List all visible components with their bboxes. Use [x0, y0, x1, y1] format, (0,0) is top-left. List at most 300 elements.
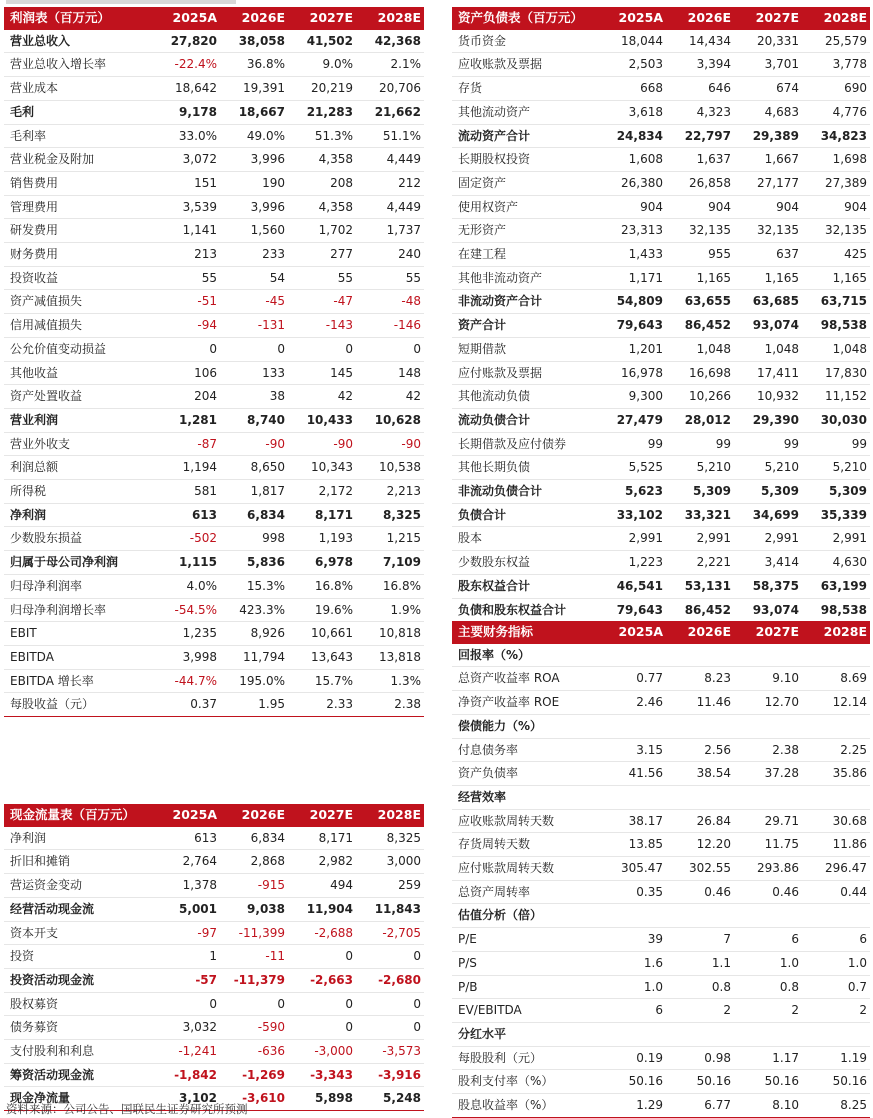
value-cell: 145 [330, 365, 353, 380]
value-cell: -2,705 [382, 925, 421, 940]
table-row [452, 124, 870, 148]
value-cell: 0.19 [636, 1050, 663, 1065]
value-cell: 36.8% [246, 57, 285, 72]
value-cell: 423.3% [239, 602, 285, 617]
table-header-row [452, 7, 870, 30]
table-row [4, 827, 424, 850]
value-cell: 99 [647, 436, 663, 451]
table-row [452, 1094, 870, 1118]
value-cell: 3,072 [182, 152, 217, 167]
table-row [4, 945, 424, 969]
section-row [452, 1022, 870, 1046]
row-label: 存货 [458, 81, 483, 96]
table-row [4, 53, 424, 77]
value-cell: 23,313 [621, 223, 663, 238]
section-row [452, 904, 870, 928]
value-cell: -11,379 [233, 972, 285, 987]
value-cell: 26.84 [696, 813, 731, 828]
value-cell: 904 [776, 199, 799, 214]
table-row [4, 992, 424, 1016]
table-row [4, 148, 424, 172]
value-cell: 3.15 [636, 742, 663, 757]
value-cell [666, 785, 734, 809]
value-cell: 613 [194, 830, 217, 845]
value-cell: 6 [859, 932, 867, 947]
table-row [452, 385, 870, 409]
row-label: 资产合计 [458, 318, 507, 333]
row-label: P/B [458, 979, 478, 994]
value-cell: 11.86 [832, 837, 867, 852]
value-cell: 39 [647, 932, 663, 947]
value-cell: 1.19 [840, 1050, 867, 1065]
value-cell: 50.16 [832, 1074, 867, 1089]
value-cell: 38,058 [238, 33, 285, 48]
value-cell: 151 [194, 175, 217, 190]
table-title: 利润表（百万元） [4, 7, 152, 30]
value-cell: 8,171 [318, 830, 353, 845]
value-cell: 6,978 [315, 555, 353, 570]
value-cell: 98,538 [820, 318, 867, 333]
value-cell: 10,661 [311, 626, 353, 641]
value-cell: 11.46 [696, 695, 731, 710]
row-label: 其他非流动资产 [458, 270, 543, 285]
value-cell: -45 [265, 294, 285, 309]
value-cell: 27,177 [757, 175, 799, 190]
value-cell: 1,215 [386, 531, 421, 546]
value-cell: 0 [413, 949, 421, 964]
value-cell: 29,389 [752, 128, 799, 143]
table-row [452, 456, 870, 480]
value-cell: 3,778 [832, 57, 867, 72]
value-cell: -47 [333, 294, 353, 309]
value-cell: 14,434 [689, 33, 731, 48]
table-row [452, 100, 870, 124]
table-row [452, 480, 870, 504]
value-cell [802, 644, 870, 667]
year-header: 2025A [598, 621, 666, 644]
value-cell: 1,702 [318, 223, 353, 238]
value-cell [734, 785, 802, 809]
value-cell: 1,165 [832, 270, 867, 285]
row-label: 在建工程 [458, 247, 507, 262]
table-row [452, 408, 870, 432]
row-label: 非流动资产合计 [458, 294, 543, 309]
value-cell: 1,281 [179, 412, 217, 427]
row-label: 负债合计 [458, 507, 507, 522]
value-cell: 3,701 [764, 57, 799, 72]
row-label: 现金净流量 [10, 1091, 71, 1106]
value-cell: 79,643 [616, 318, 663, 333]
value-cell: 4,323 [696, 104, 731, 119]
value-cell [666, 644, 734, 667]
row-label: 折旧和摊销 [10, 854, 71, 869]
row-label: 非流动负债合计 [458, 484, 543, 499]
value-cell: 106 [194, 365, 217, 380]
value-cell: 33,102 [616, 507, 663, 522]
value-cell [666, 1022, 734, 1046]
row-label: 经营活动现金流 [10, 901, 95, 916]
value-cell: 15.7% [314, 673, 353, 688]
value-cell: 10,538 [379, 460, 421, 475]
value-cell: 5,210 [696, 460, 731, 475]
value-cell: 5,309 [829, 484, 867, 499]
section-row [452, 644, 870, 667]
value-cell: 16.8% [314, 578, 353, 593]
value-cell: 35.86 [832, 766, 867, 781]
year-header: 2025A [152, 7, 220, 30]
row-label: 股利支付率（%） [458, 1074, 554, 1089]
year-header: 2028E [802, 7, 870, 30]
value-cell: 10,628 [374, 412, 421, 427]
value-cell: 53,131 [684, 578, 731, 593]
value-cell: 16,978 [621, 365, 663, 380]
row-label: 每股收益（元） [10, 697, 95, 712]
value-cell: 38.17 [628, 813, 663, 828]
value-cell: 32,135 [757, 223, 799, 238]
value-cell: 13.85 [628, 837, 663, 852]
value-cell: 8,740 [247, 412, 285, 427]
value-cell: 2,982 [318, 854, 353, 869]
value-cell: 10,343 [311, 460, 353, 475]
year-header: 2028E [356, 7, 424, 30]
row-label: EBITDA 增长率 [10, 673, 94, 688]
table-row [452, 975, 870, 999]
value-cell: 10,932 [757, 389, 799, 404]
value-cell: 3,618 [628, 104, 663, 119]
table-row [4, 195, 424, 219]
value-cell: 0 [345, 949, 353, 964]
value-cell: 1.9% [390, 602, 421, 617]
cashflow-statement-table [4, 804, 424, 1111]
year-header: 2026E [220, 7, 288, 30]
value-cell: 33,321 [684, 507, 731, 522]
row-label: 销售费用 [10, 175, 59, 190]
value-cell: 0 [345, 996, 353, 1011]
value-cell: 10,433 [306, 412, 353, 427]
value-cell: 27,479 [616, 412, 663, 427]
value-cell: 55 [201, 270, 217, 285]
value-cell: 7,109 [383, 555, 421, 570]
section-row [452, 714, 870, 738]
table-row [452, 266, 870, 290]
year-header: 2027E [288, 804, 356, 827]
value-cell: 42 [337, 389, 353, 404]
value-cell: 0.98 [704, 1050, 731, 1065]
table-row [452, 762, 870, 786]
value-cell: 240 [398, 247, 421, 262]
value-cell: 11,843 [374, 901, 421, 916]
section-label: 分红水平 [458, 1026, 507, 1041]
value-cell: -90 [333, 436, 353, 451]
income-statement-table [4, 7, 424, 717]
table-row [452, 314, 870, 338]
table-row [4, 100, 424, 124]
table-row [4, 77, 424, 101]
row-label: 投资收益 [10, 270, 59, 285]
table-row [4, 385, 424, 409]
value-cell: -90 [401, 436, 421, 451]
value-cell: -146 [393, 318, 421, 333]
table-row [4, 337, 424, 361]
row-label: EV/EBITDA [458, 1003, 522, 1018]
table-row [452, 337, 870, 361]
table-row [452, 1070, 870, 1094]
value-cell: -502 [189, 531, 217, 546]
row-label: 管理费用 [10, 199, 59, 214]
value-cell: 4.0% [186, 578, 217, 593]
row-label: 营业税金及附加 [10, 152, 95, 167]
value-cell: 26,380 [621, 175, 663, 190]
value-cell: 11,152 [825, 389, 867, 404]
value-cell: 1.95 [258, 697, 285, 712]
value-cell: -636 [257, 1044, 285, 1059]
value-cell: -131 [257, 318, 285, 333]
value-cell: 32,135 [825, 223, 867, 238]
source-note: 资料来源：公司公告、国联民生证券研究所预测 [6, 1102, 248, 1116]
table-row [4, 1040, 424, 1064]
table-row [452, 219, 870, 243]
table-header-row [452, 621, 870, 644]
value-cell: 25,579 [825, 33, 867, 48]
value-cell: -1,269 [242, 1067, 285, 1082]
value-cell: 3,000 [386, 854, 421, 869]
value-cell: 0.8 [779, 979, 799, 994]
value-cell: -57 [195, 972, 217, 987]
value-cell: 5,001 [179, 901, 217, 916]
value-cell: -3,573 [382, 1044, 421, 1059]
table-row [452, 53, 870, 77]
value-cell: 1,171 [628, 270, 663, 285]
value-cell: 63,655 [684, 294, 731, 309]
value-cell: 63,199 [820, 578, 867, 593]
row-label: 应收账款周转天数 [458, 813, 555, 828]
value-cell: -143 [325, 318, 353, 333]
value-cell: -48 [401, 294, 421, 309]
table-row [452, 598, 870, 622]
value-cell: 24,834 [616, 128, 663, 143]
row-label: 利润总额 [10, 460, 59, 475]
value-cell: 293.86 [757, 861, 799, 876]
value-cell: 93,074 [752, 318, 799, 333]
value-cell: 21,662 [374, 104, 421, 119]
value-cell: 4,449 [386, 152, 421, 167]
table-title: 主要财务指标 [452, 621, 598, 644]
value-cell: 2 [723, 1003, 731, 1018]
row-label: P/E [458, 932, 477, 947]
value-cell: 41.56 [628, 766, 663, 781]
value-cell: 51.1% [382, 128, 421, 143]
table-row [4, 874, 424, 898]
year-header: 2027E [288, 7, 356, 30]
value-cell: 12.20 [696, 837, 731, 852]
value-cell: 1,698 [832, 152, 867, 167]
value-cell: 0 [413, 1020, 421, 1035]
value-cell: 41,502 [306, 33, 353, 48]
value-cell: 1,608 [628, 152, 663, 167]
table-row [4, 669, 424, 693]
value-cell: 55 [405, 270, 421, 285]
table-row [4, 645, 424, 669]
row-label: P/S [458, 955, 477, 970]
value-cell: 20,219 [311, 81, 353, 96]
value-cell: 3,032 [182, 1020, 217, 1035]
value-cell: 8.69 [840, 671, 867, 686]
table-row [4, 503, 424, 527]
table-row [4, 290, 424, 314]
row-label: 应付账款及票据 [458, 365, 543, 380]
value-cell: 1.0 [779, 955, 799, 970]
table-row [4, 527, 424, 551]
table-row [452, 738, 870, 762]
value-cell: 8,171 [315, 507, 353, 522]
value-cell: 904 [640, 199, 663, 214]
value-cell: 18,667 [238, 104, 285, 119]
value-cell: 668 [640, 81, 663, 96]
row-label: 其他流动负债 [458, 389, 531, 404]
value-cell: 37.28 [764, 766, 799, 781]
row-label: EBIT [10, 626, 37, 641]
row-label: 固定资产 [458, 175, 507, 190]
value-cell: 2,991 [832, 531, 867, 546]
value-cell: 34,823 [820, 128, 867, 143]
value-cell: 277 [330, 247, 353, 262]
value-cell: 98,538 [820, 602, 867, 617]
value-cell: 2.38 [772, 742, 799, 757]
table-row [4, 598, 424, 622]
value-cell: 1,223 [628, 555, 663, 570]
table-row [452, 30, 870, 53]
value-cell: 998 [262, 531, 285, 546]
value-cell: 2,868 [250, 854, 285, 869]
year-header: 2028E [802, 621, 870, 644]
value-cell: -2,663 [310, 972, 353, 987]
value-cell: 1.6 [643, 955, 663, 970]
value-cell [734, 1022, 802, 1046]
table-row [4, 1063, 424, 1087]
value-cell: 2 [859, 1003, 867, 1018]
row-label: 净利润 [10, 507, 47, 522]
row-label: 总资产周转率 [458, 884, 531, 899]
row-label: 财务费用 [10, 247, 59, 262]
row-label: 营业总收入 [10, 33, 71, 48]
value-cell: 1 [209, 949, 217, 964]
table-row [452, 857, 870, 881]
table-row [452, 667, 870, 691]
value-cell: 30.68 [832, 813, 867, 828]
value-cell: 0 [209, 996, 217, 1011]
value-cell: 5,623 [625, 484, 663, 499]
value-cell: 1,048 [696, 341, 731, 356]
row-label: 营业利润 [10, 412, 59, 427]
value-cell [734, 714, 802, 738]
value-cell: 38.54 [696, 766, 731, 781]
value-cell: -11 [265, 949, 285, 964]
value-cell: 50.16 [764, 1074, 799, 1089]
value-cell: -44.7% [174, 673, 217, 688]
section-label: 偿债能力（%） [458, 718, 543, 733]
value-cell: 4,630 [832, 555, 867, 570]
value-cell: 0 [345, 341, 353, 356]
value-cell: 34,699 [752, 507, 799, 522]
value-cell: 86,452 [684, 318, 731, 333]
row-label: 归母净利润增长率 [10, 602, 107, 617]
value-cell: 955 [708, 247, 731, 262]
cropped-caption-edge [6, 0, 236, 4]
value-cell: 19,391 [243, 81, 285, 96]
value-cell: 5,210 [832, 460, 867, 475]
value-cell: 1,817 [250, 484, 285, 499]
table-row [4, 432, 424, 456]
value-cell [598, 1022, 666, 1046]
row-label: 使用权资产 [458, 199, 519, 214]
value-cell: 190 [262, 175, 285, 190]
row-label: 流动资产合计 [458, 128, 531, 143]
value-cell [598, 785, 666, 809]
row-label: 公允价值变动损益 [10, 341, 107, 356]
value-cell: 1,115 [179, 555, 217, 570]
value-cell: 904 [708, 199, 731, 214]
table-row [4, 693, 424, 717]
value-cell: 1,165 [764, 270, 799, 285]
section-row [452, 785, 870, 809]
row-label: 营业成本 [10, 81, 59, 96]
row-label: 营业总收入增长率 [10, 57, 107, 72]
value-cell: 1,560 [250, 223, 285, 238]
table-row [452, 880, 870, 904]
value-cell: 425 [844, 247, 867, 262]
value-cell: 5,525 [628, 460, 663, 475]
value-cell: 3,998 [182, 649, 217, 664]
year-header: 2026E [666, 7, 734, 30]
table-row [4, 1016, 424, 1040]
value-cell: 2.56 [704, 742, 731, 757]
table-row [4, 266, 424, 290]
value-cell: 11,904 [306, 901, 353, 916]
value-cell: 50.16 [628, 1074, 663, 1089]
row-label: 归属于母公司净利润 [10, 555, 119, 570]
value-cell: 1,193 [318, 531, 353, 546]
value-cell: 2,991 [628, 531, 663, 546]
row-label: 总资产收益率 ROA [458, 671, 560, 686]
balance-sheet-table [452, 7, 870, 622]
value-cell: -22.4% [174, 57, 217, 72]
value-cell: 9,178 [179, 104, 217, 119]
value-cell: 1,737 [386, 223, 421, 238]
value-cell: 0 [209, 341, 217, 356]
value-cell: 4,683 [764, 104, 799, 119]
value-cell: 2.46 [636, 695, 663, 710]
value-cell: 133 [262, 365, 285, 380]
value-cell: 27,820 [170, 33, 217, 48]
value-cell: -2,680 [378, 972, 421, 987]
value-cell: 9.0% [322, 57, 353, 72]
value-cell: 16,698 [689, 365, 731, 380]
value-cell: -1,842 [174, 1067, 217, 1082]
value-cell: 637 [776, 247, 799, 262]
table-row [452, 243, 870, 267]
table-row [452, 171, 870, 195]
table-row [4, 171, 424, 195]
value-cell: 79,643 [616, 602, 663, 617]
value-cell: 38 [269, 389, 285, 404]
value-cell: 296.47 [825, 861, 867, 876]
table-row [4, 219, 424, 243]
value-cell: 1.1 [711, 955, 731, 970]
value-cell: 674 [776, 81, 799, 96]
value-cell: 646 [708, 81, 731, 96]
row-label: 债务募资 [10, 1020, 59, 1035]
value-cell: 42 [405, 389, 421, 404]
